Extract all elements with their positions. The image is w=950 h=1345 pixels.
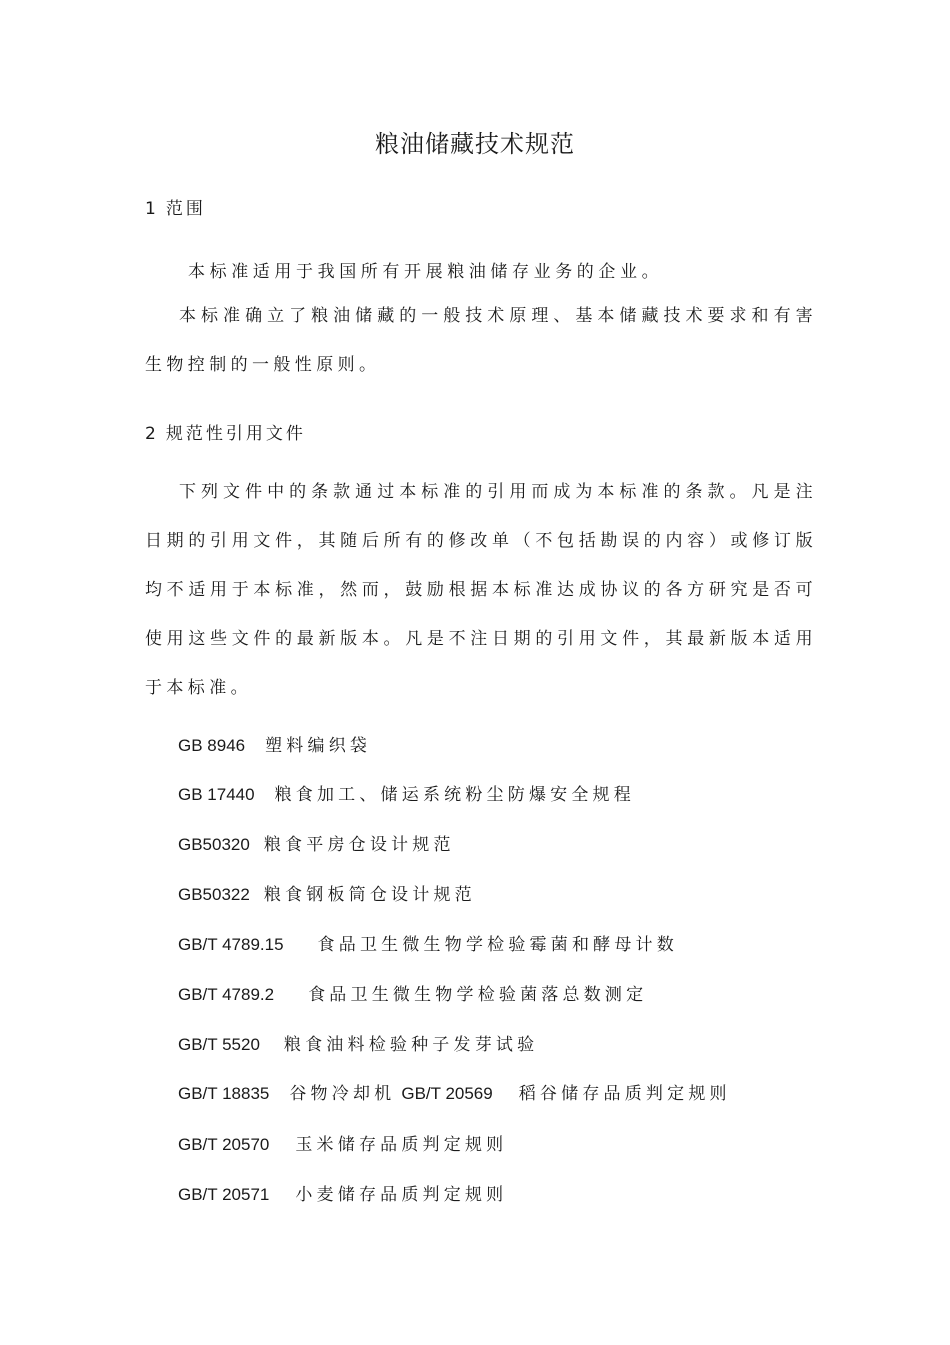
reference-item bbox=[178, 1030, 538, 1055]
reference-name: 粮食平房仓设计规范 bbox=[263, 835, 455, 855]
reference-item bbox=[178, 1130, 507, 1155]
section-title: 规范性引用文件 bbox=[165, 424, 306, 444]
reference-item bbox=[178, 1180, 507, 1205]
reference-code: GB/T 4789.2 bbox=[178, 985, 275, 1004]
section-heading-scope bbox=[145, 194, 206, 219]
section-heading-normative-references bbox=[145, 419, 306, 444]
reference-code: GB 8946 bbox=[178, 736, 246, 755]
document-title: 粮油储藏技术规范 bbox=[375, 130, 575, 158]
scope-paragraph-2: 本标准确立了粮油储藏的一般技术原理、基本储藏技术要求和有害生物控制的一般性原则。 bbox=[145, 306, 817, 375]
reference-name: 玉米储存品质判定规则 bbox=[295, 1135, 508, 1155]
section-title: 范围 bbox=[165, 199, 206, 219]
reference-item bbox=[178, 780, 635, 805]
reference-name: 粮食钢板筒仓设计规范 bbox=[263, 885, 476, 905]
references-intro-paragraph: 下列文件中的条款通过本标准的引用而成为本标准的条款。凡是注日期的引用文件，其随后所有的修改单（不包括勘误的内容）或修订版均不适用于本标准，然而，鼓励根据本标准达成协议的各方研究是否可使用这些文件的最新版本。凡是不注日期的引用文件，其最新版本适用于本标准。 bbox=[145, 482, 817, 698]
reference-code: GB/T 20571 bbox=[178, 1185, 270, 1204]
reference-name: 粮食加工、储运系统粉尘防爆安全规程 bbox=[274, 785, 635, 805]
reference-code: GB/T 4789.15 bbox=[178, 935, 284, 954]
reference-item bbox=[178, 1079, 731, 1104]
reference-code: GB 17440 bbox=[178, 785, 255, 804]
section-number: 1 bbox=[145, 199, 156, 219]
reference-name: 食品卫生微生物学检验霉菌和酵母计数 bbox=[317, 935, 678, 955]
reference-code: GB/T 20569 bbox=[401, 1084, 493, 1103]
reference-name: 食品卫生微生物学检验菌落总数测定 bbox=[308, 985, 648, 1005]
reference-item bbox=[178, 731, 371, 756]
scope-paragraph-1: 本标准适用于我国所有开展粮油储存业务的企业。 bbox=[188, 262, 664, 282]
reference-item bbox=[178, 830, 455, 855]
reference-code: GB/T 20570 bbox=[178, 1135, 270, 1154]
reference-code: GB50320 bbox=[178, 835, 250, 854]
reference-item bbox=[178, 980, 647, 1005]
reference-name: 粮食油料检验种子发芽试验 bbox=[283, 1035, 539, 1055]
reference-code: GB/T 5520 bbox=[178, 1035, 260, 1054]
reference-name: 稻谷储存品质判定规则 bbox=[518, 1084, 731, 1104]
reference-name: 塑料编织袋 bbox=[265, 736, 372, 756]
reference-name: 小麦储存品质判定规则 bbox=[295, 1185, 508, 1205]
reference-item bbox=[178, 930, 678, 955]
reference-item bbox=[178, 880, 476, 905]
reference-code: GB50322 bbox=[178, 885, 250, 904]
section-number: 2 bbox=[145, 424, 156, 444]
reference-name: 谷物冷却机 bbox=[289, 1084, 396, 1104]
reference-code: GB/T 18835 bbox=[178, 1084, 270, 1103]
